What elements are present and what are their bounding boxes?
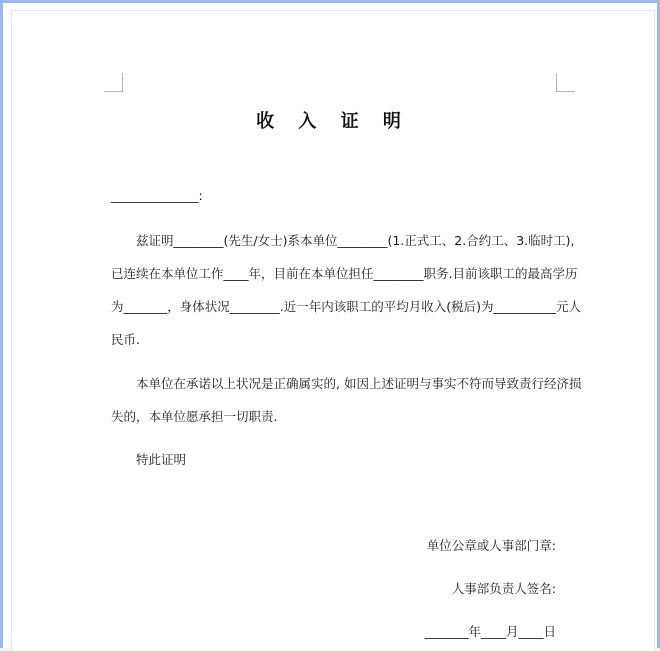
para2-line1: 本单位在承诺以上状况是正确属实的, 如因上述证明与事实不符而导致责行经济损 [136,376,582,391]
signature-label: 人事部负责人签名: [451,581,556,596]
para1-line1: 兹证明________(先生/女士)系本单位________(1.正式工、2.合约工、3.临时工), [136,233,575,248]
para1-line2: 已连续在本单位工作____年，目前在本单位担任________职务.目前该职工的最高学历 [111,266,578,281]
addressee-line: ______________: [111,188,203,203]
closing-text: 特此证明 [136,452,187,467]
para1-line4: 民币. [111,332,140,347]
seal-label: 单位公章或人事部门章: [426,538,556,553]
document-page [12,11,654,651]
para1-line3: 为_______，身体状况________.近一年内该职工的平均月收入(税后)为__________元人 [111,299,581,314]
document-title: 收 入 证 明 [256,111,410,132]
date-line: _______年____月____日 [424,624,556,639]
margin-corner-top-left [104,73,123,92]
para2-line2: 失的，本单位愿承担一切职责. [111,409,278,424]
margin-corner-top-right [556,73,575,92]
